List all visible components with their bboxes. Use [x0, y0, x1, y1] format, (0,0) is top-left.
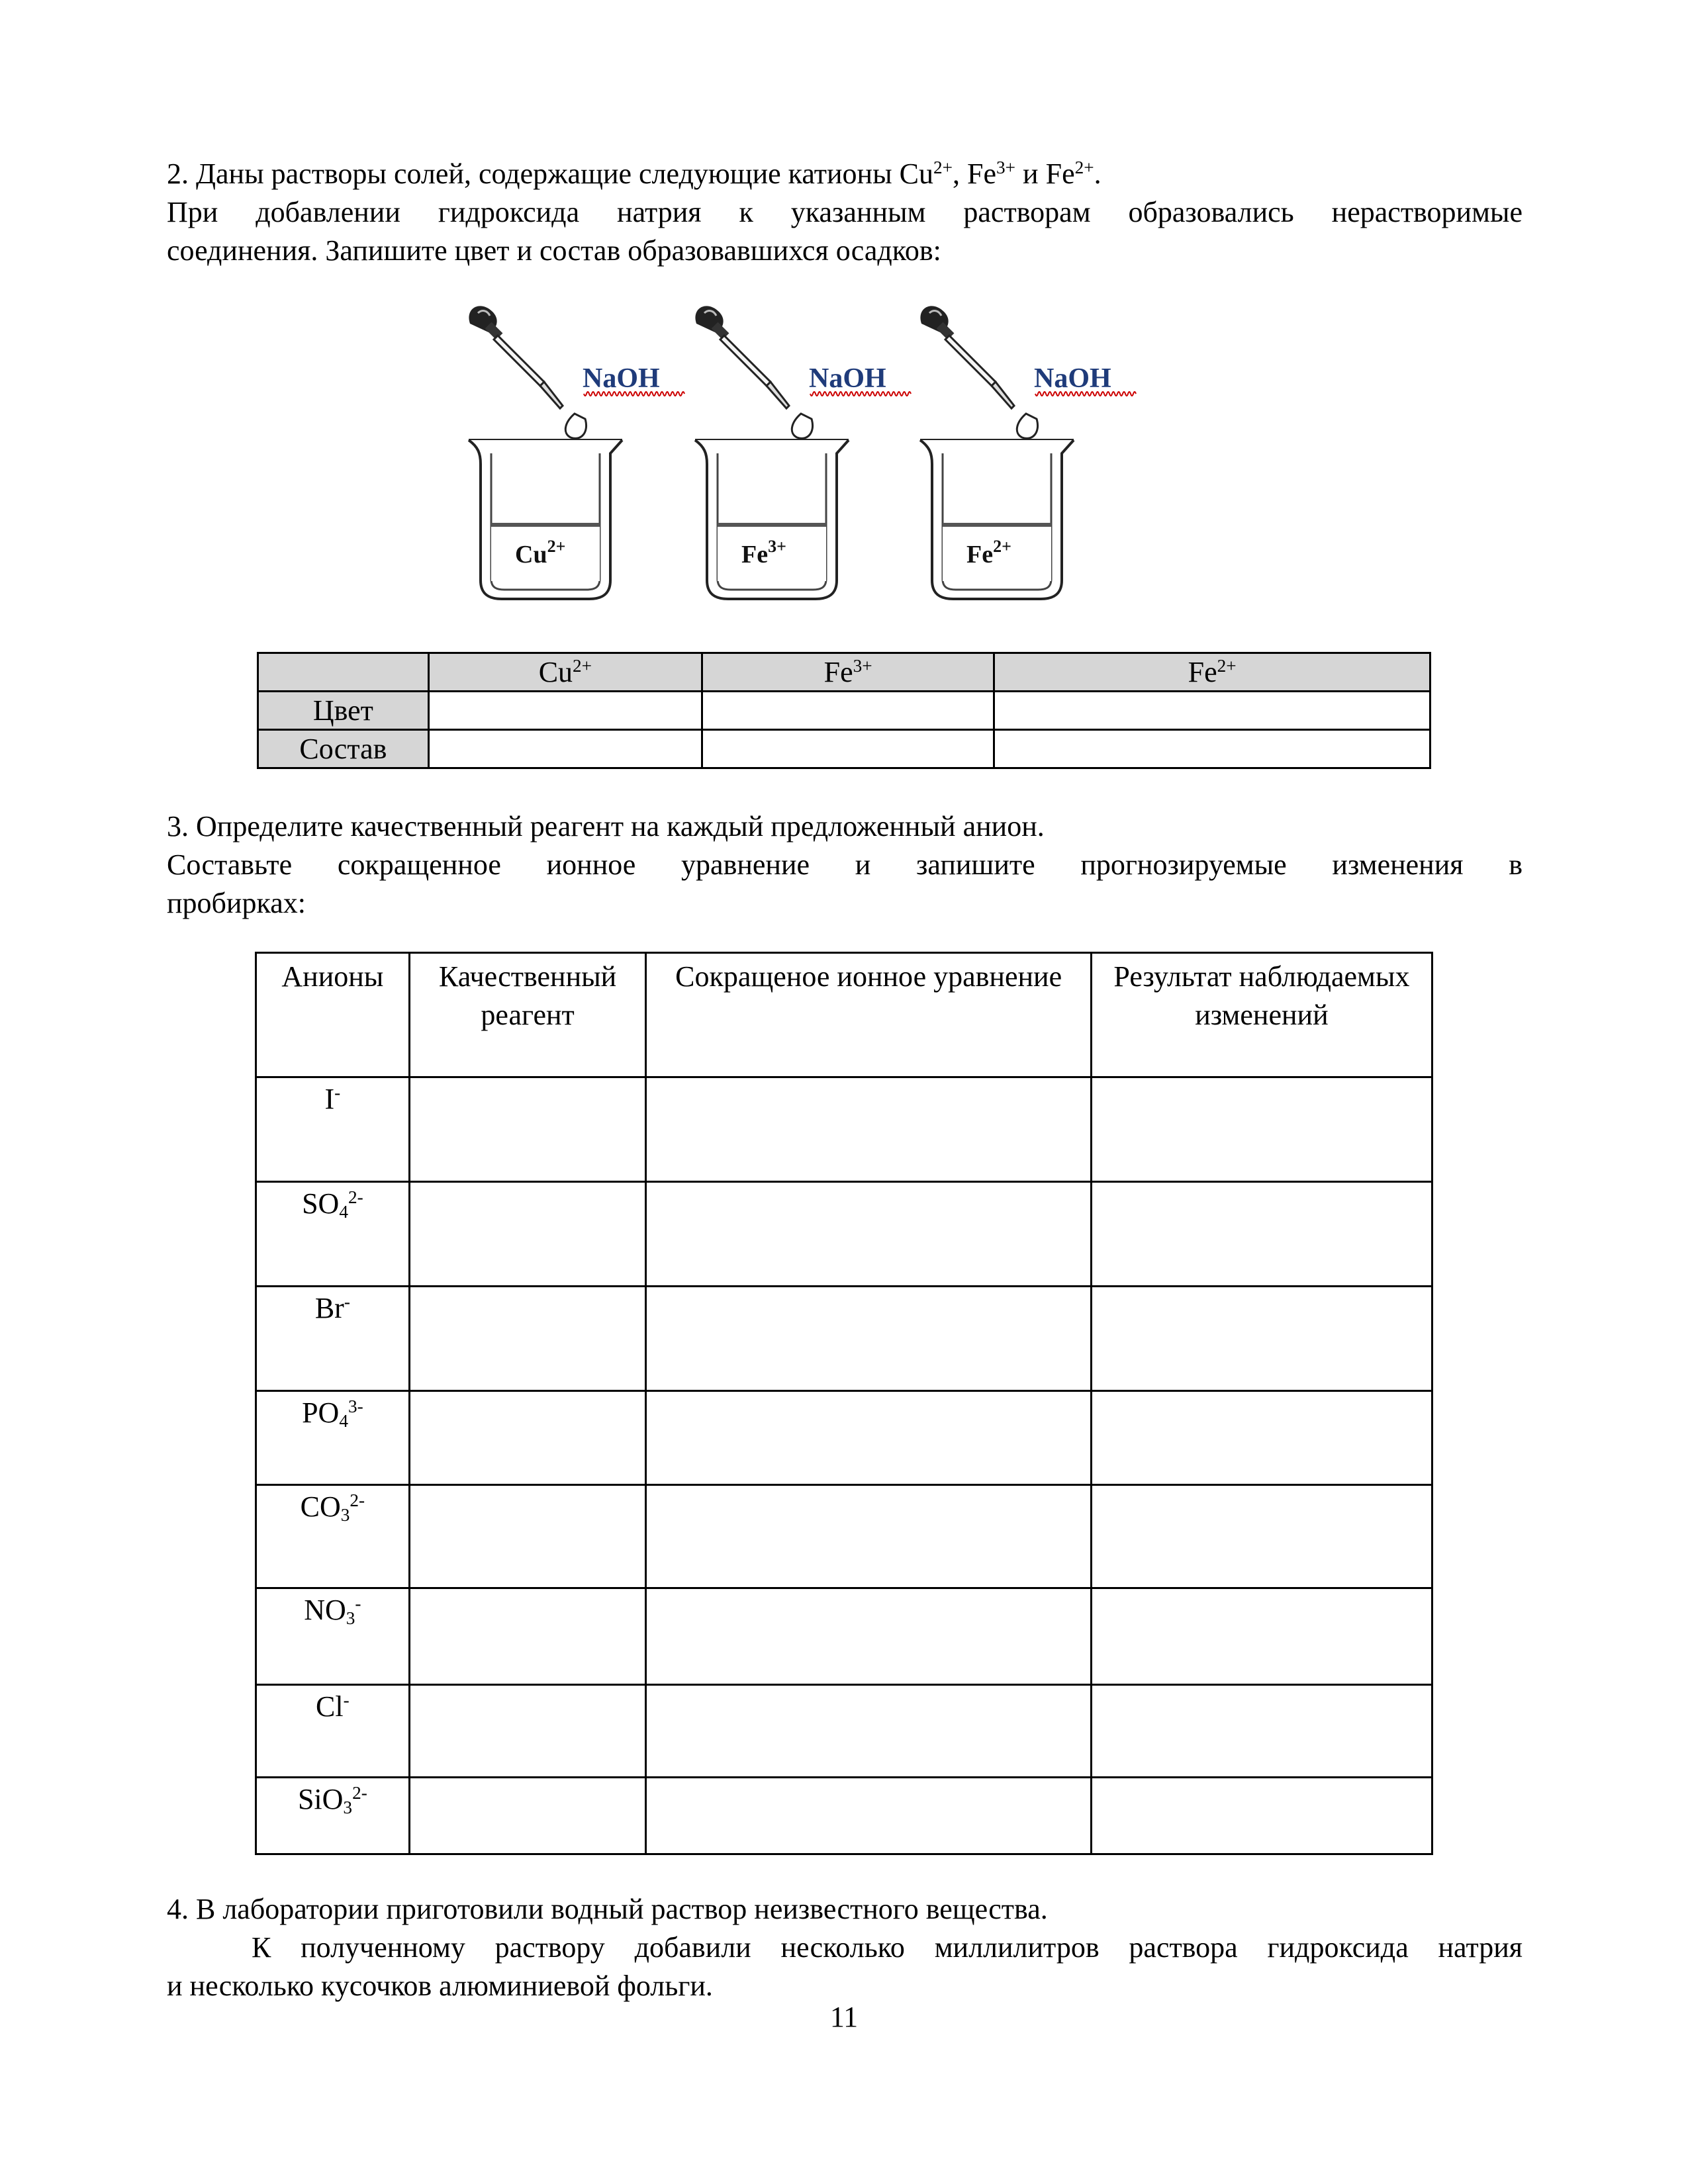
anion-row [256, 1287, 1432, 1391]
task3-number: 3. [167, 810, 189, 842]
answer-cell[interactable] [409, 1077, 646, 1182]
answer-cell[interactable] [646, 1077, 1091, 1182]
answer-cell[interactable] [409, 1391, 646, 1485]
droplet [1017, 414, 1037, 438]
answer-cell[interactable] [1091, 1588, 1432, 1685]
answer-cell[interactable] [702, 730, 994, 768]
answer-cell[interactable] [994, 692, 1430, 730]
page-number: 11 [829, 2001, 859, 2033]
task4-line2: К полученному раствору добавили несколько миллилитров раствора гидроксида натрия [252, 1931, 1523, 1964]
answer-cell[interactable] [994, 730, 1430, 768]
task2-intro: 2. Даны растворы солей, содержащие следующие катионы $Cu^{2+}$, $Fe^{3+}$ и $Fe^{2+}$. [167, 158, 1102, 190]
beaker-set [695, 306, 911, 599]
answer-cell[interactable] [1091, 1391, 1432, 1485]
anion-cell: $CO_3^{2-}$ [256, 1485, 410, 1588]
beaker-set [469, 306, 684, 599]
answer-cell[interactable] [1091, 1077, 1432, 1182]
header-observed-result: Результат наблюдаемых изменений [1091, 953, 1432, 1077]
anion-cell: SiO$_3^{2-}$ [256, 1778, 410, 1854]
answer-cell[interactable] [1091, 1287, 1432, 1391]
precipitate-table-corner [258, 653, 429, 692]
anion-table [255, 952, 1433, 1855]
anion-cell: Br- [256, 1287, 410, 1391]
answer-cell[interactable] [409, 1778, 646, 1854]
anion-row [256, 1685, 1432, 1778]
pipette-tube [494, 336, 544, 386]
anion-row [256, 1182, 1432, 1287]
answer-cell[interactable] [646, 1485, 1091, 1588]
naoh-label: NaOH [583, 363, 660, 394]
answer-cell[interactable] [409, 1485, 646, 1588]
naoh-label: NaOH [1034, 363, 1111, 394]
anion-cell: Cl- [256, 1685, 410, 1778]
beaker-set [920, 306, 1136, 599]
answer-cell[interactable] [409, 1588, 646, 1685]
answer-cell[interactable] [646, 1685, 1091, 1778]
answer-cell[interactable] [409, 1287, 646, 1391]
task2-line3: соединения. Запишите цвет и состав образовавшихся осадков: [167, 234, 941, 267]
header-reagent: Качественный реагент [409, 953, 646, 1077]
row-label-color: Цвет [258, 692, 429, 730]
task4-line1: 4. В лаборатории приготовили водный раствор неизвестного вещества. [167, 1893, 1048, 1925]
answer-cell[interactable] [428, 692, 702, 730]
precipitate-row-color [258, 692, 1430, 730]
precipitate-table [257, 652, 1431, 769]
header-anions: Анионы [256, 953, 410, 1077]
answer-cell[interactable] [646, 1287, 1091, 1391]
droplet [565, 414, 586, 438]
anion-row [256, 1077, 1432, 1182]
precipitate-table-header [258, 653, 1430, 692]
anion-row [256, 1485, 1432, 1588]
beaker-ion-label: $Fe^{3+}$ [741, 537, 786, 569]
anion-cell: $SO_4^{2-}$ [256, 1182, 410, 1287]
task3-line1: 3. Определите качественный реагент на каждый предложенный анион. [167, 810, 1045, 842]
pipette-tube [945, 336, 996, 386]
anion-cell: I- [256, 1077, 410, 1182]
answer-cell[interactable] [428, 730, 702, 768]
task3-line2: Составьте сокращенное ионное уравнение и запишите прогнозируемые изменения в [167, 848, 1523, 881]
precipitate-row-composition [258, 730, 1430, 768]
droplet [792, 414, 812, 438]
precipitate-col-cu2: $Cu^{2+}$ [428, 653, 702, 692]
answer-cell[interactable] [646, 1182, 1091, 1287]
anion-table-header [256, 953, 1432, 1077]
beaker-ion-label: $Cu^{2+}$ [515, 537, 566, 569]
answer-cell[interactable] [1091, 1182, 1432, 1287]
naoh-label: NaOH [809, 363, 886, 394]
header-ionic-equation: Сокращеное ионное уравнение [646, 953, 1091, 1077]
anion-row [256, 1778, 1432, 1854]
precipitate-col-fe3: $Fe^{3+}$ [702, 653, 994, 692]
answer-cell[interactable] [409, 1685, 646, 1778]
anion-cell: $PO_4^{3-}$ [256, 1391, 410, 1485]
pipette-tube [720, 336, 771, 386]
answer-cell[interactable] [646, 1778, 1091, 1854]
anion-row [256, 1391, 1432, 1485]
task2-number: 2. [167, 158, 189, 190]
beaker-ion-label: $Fe^{2+}$ [966, 537, 1011, 569]
answer-cell[interactable] [646, 1588, 1091, 1685]
answer-cell[interactable] [1091, 1778, 1432, 1854]
answer-cell[interactable] [1091, 1685, 1432, 1778]
task3-line3: пробирках: [167, 887, 306, 919]
row-label-composition: Состав [258, 730, 429, 768]
task2-line2: При добавлении гидроксида натрия к указанным растворам образовались нерастворимые [167, 196, 1523, 228]
answer-cell[interactable] [409, 1182, 646, 1287]
answer-cell[interactable] [646, 1391, 1091, 1485]
anion-row [256, 1588, 1432, 1685]
task4-line3: и несколько кусочков алюминиевой фольги. [167, 1970, 713, 2002]
anion-cell: $NO_3^-$ [256, 1588, 410, 1685]
naoh-beakers-illustration [463, 301, 1225, 619]
answer-cell[interactable] [702, 692, 994, 730]
precipitate-col-fe2: $Fe^{2+}$ [994, 653, 1430, 692]
answer-cell[interactable] [1091, 1485, 1432, 1588]
task4-number: 4. [167, 1893, 189, 1925]
